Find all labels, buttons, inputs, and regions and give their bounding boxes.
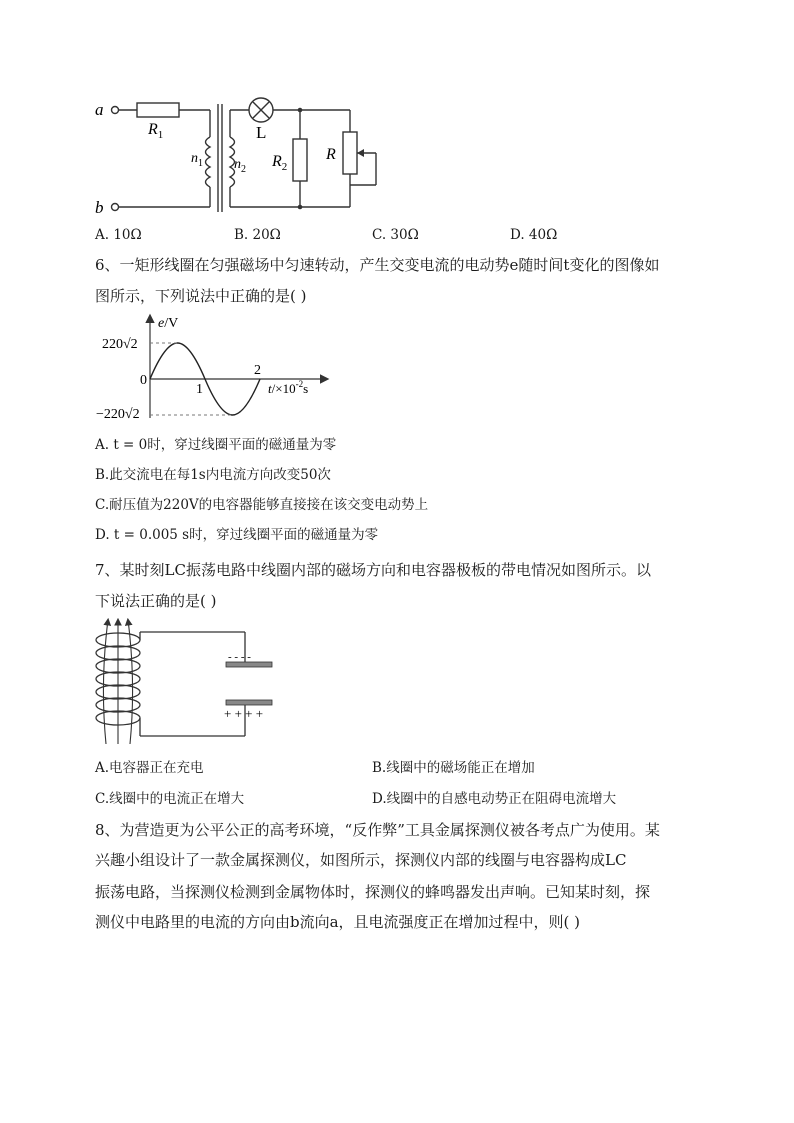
terminal-a-label: a <box>95 100 104 119</box>
q5-option-b: B. 20Ω <box>234 227 281 243</box>
q6-stem-line-1: 6、一矩形线圈在匀强磁场中匀速转动，产生交变电流的电动势e随时间t变化的图像如 <box>95 256 660 274</box>
q7-option-b: B.线圈中的磁场能正在增加 <box>372 760 535 776</box>
q5-option-a: A. 10Ω <box>95 227 142 243</box>
y-max-label: 220√2 <box>102 337 138 352</box>
y-axis-label: e/V <box>158 316 179 331</box>
q7-stem-line-2: 下说法正确的是( ) <box>95 592 217 610</box>
q6-option-c: C.耐压值为220V的电容器能够直接接在该交变电动势上 <box>95 497 429 513</box>
q6-option-d: D. t = 0.005 s时，穿过线圈平面的磁通量为零 <box>95 527 379 543</box>
q7-option-a: A.电容器正在充电 <box>95 760 204 776</box>
q6-option-a: A. t = 0时，穿过线圈平面的磁通量为零 <box>95 437 337 453</box>
q5-option-c: C. 30Ω <box>372 227 419 243</box>
origin-label: 0 <box>140 373 147 388</box>
terminal-b-label: b <box>95 198 104 217</box>
q6-stem-line-2: 图所示，下列说法中正确的是( ) <box>95 287 307 305</box>
r2-label: $R_2$ <box>272 153 288 173</box>
n2-label: $n_2$ <box>234 157 246 175</box>
q8-stem-line-4: 测仪中电路里的电流的方向由b流向a，且电流强度正在增加过程中，则( ) <box>95 913 581 931</box>
lc-circuit-diagram <box>88 612 288 752</box>
x-axis-label: $t/\times 10^{-2}s$ <box>268 379 309 396</box>
r1-label: $R_1$ <box>148 121 164 141</box>
q6-option-b: B.此交流电在每1s内电流方向改变50次 <box>95 467 331 483</box>
q8-stem-line-1: 8、为营造更为公平公正的高考环境，“反作弊”工具金属探测仪被各考点广为使用。某 <box>95 821 660 839</box>
capacitor-bottom-plate <box>226 700 272 705</box>
transformer-circuit-diagram <box>90 92 400 222</box>
r-label: R <box>326 146 336 163</box>
y-min-label: −220√2 <box>96 407 140 422</box>
q5-option-d: D. 40Ω <box>510 227 558 243</box>
emf-time-graph <box>92 312 342 424</box>
q7-stem-line-1: 7、某时刻LC振荡电路中线圈内部的磁场方向和电容器极板的带电情况如图所示。以 <box>95 561 651 579</box>
lamp-symbol <box>249 98 273 122</box>
bottom-plate-charges: + + + + <box>224 706 264 721</box>
top-plate-charges: - - - - <box>228 651 251 663</box>
q7-option-d: D.线圈中的自感电动势正在阻碍电流增大 <box>372 791 617 807</box>
n1-label: $n_1$ <box>191 151 203 169</box>
x-tick-2-label: 2 <box>254 363 261 378</box>
lamp-label: L <box>256 123 267 142</box>
x-tick-1-label: 1 <box>196 382 203 397</box>
q8-stem-line-2: 兴趣小组设计了一款金属探测仪，如图所示，探测仪内部的线圈与电容器构成LC <box>95 851 627 869</box>
q8-stem-line-3: 振荡电路，当探测仪检测到金属物体时，探测仪的蜂鸣器发出声响。已知某时刻，探 <box>95 883 651 901</box>
magnetic-field-lines <box>103 620 132 744</box>
q7-option-c: C.线圈中的电流正在增大 <box>95 791 245 807</box>
